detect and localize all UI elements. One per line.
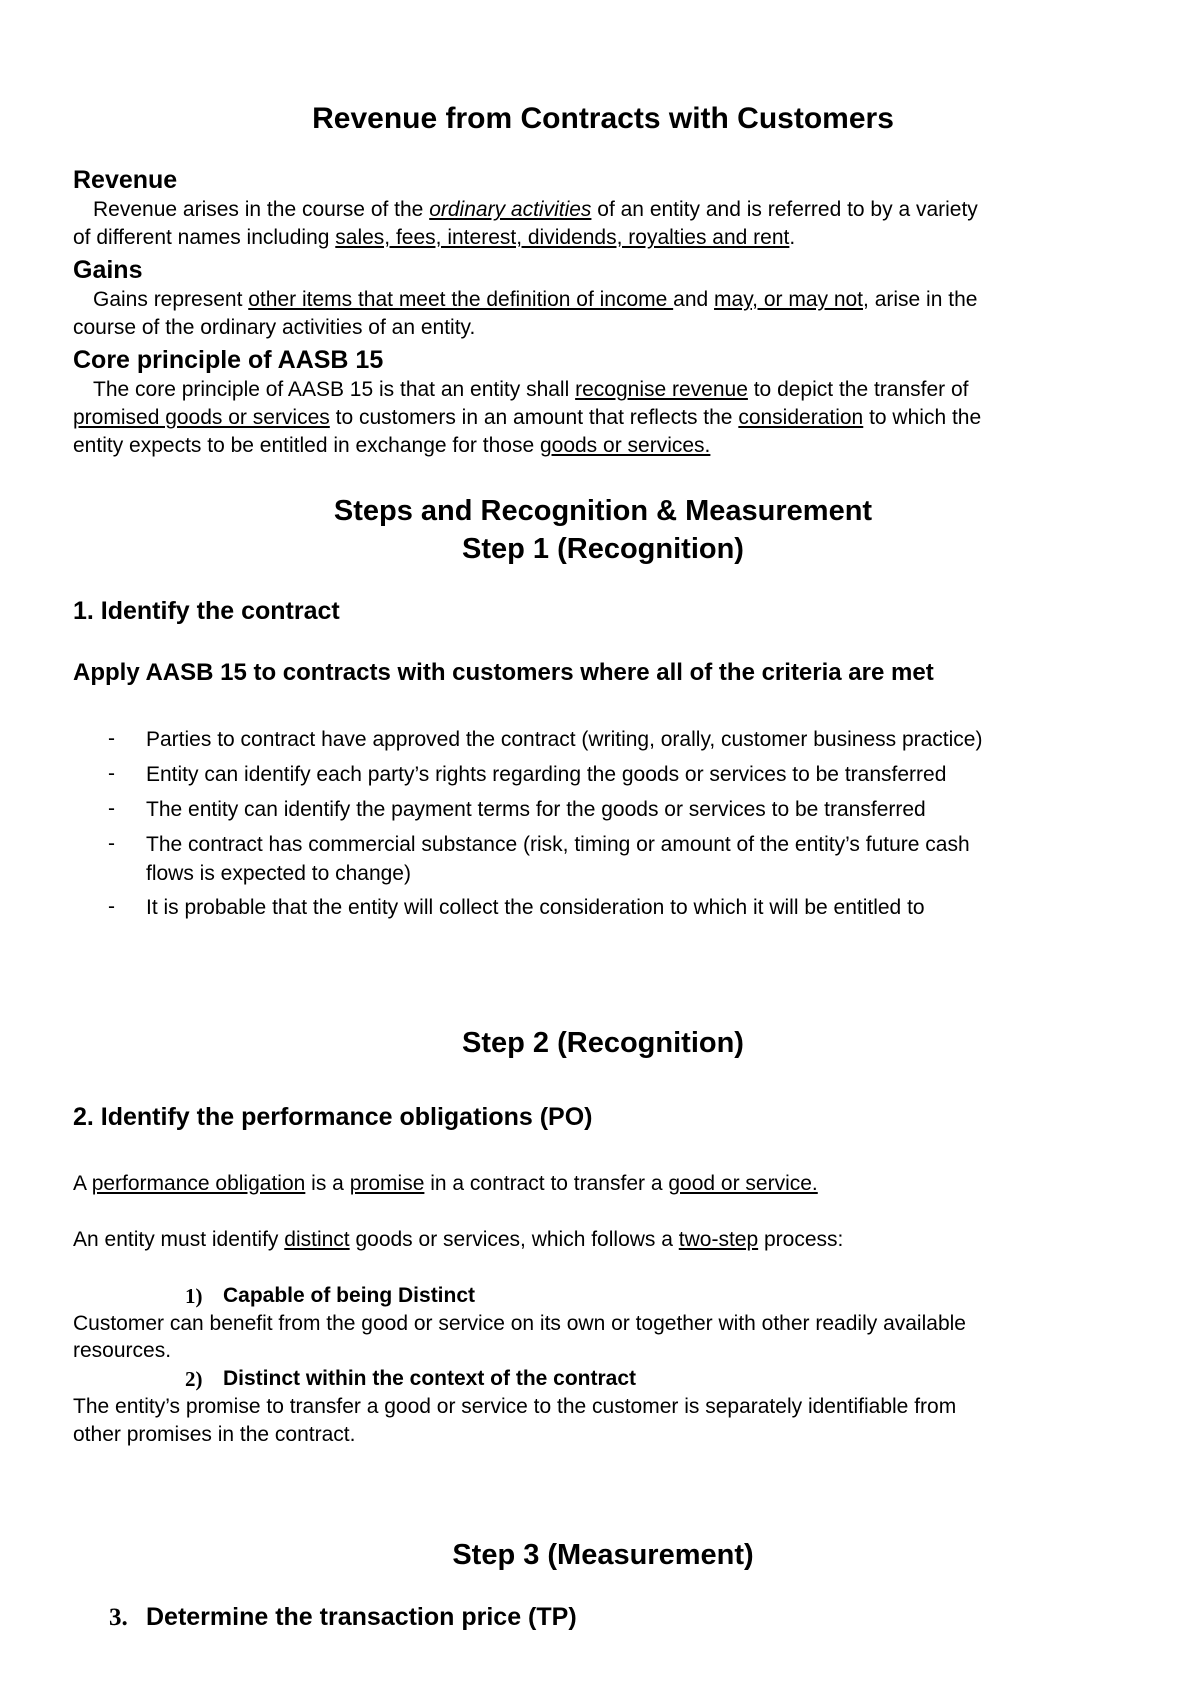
criteria-item-continuation: flows is expected to change)	[146, 862, 411, 885]
step2-heading: Step 2 (Recognition)	[462, 1027, 744, 1059]
document-title: Revenue from Contracts with Customers	[312, 102, 894, 135]
revenue-heading: Revenue	[73, 166, 178, 194]
bullet-dash: -	[108, 762, 115, 785]
step3-number: 3.	[109, 1604, 128, 1631]
criteria-item: Parties to contract have approved the contract (writing, orally, customer business practice)	[146, 728, 983, 751]
bullet-dash: -	[108, 895, 115, 918]
bullet-dash: -	[108, 832, 115, 855]
step1-heading: Step 1 (Recognition)	[462, 533, 744, 565]
core-principle-heading: Core principle of AASB 15	[73, 346, 384, 374]
performance-obligation-definition: A performance obligation is a promise in a contract to transfer a good or service.	[73, 1172, 818, 1195]
criterion-2-text-line-1: The entity’s promise to transfer a good or service to the customer is separately identifiable from	[73, 1395, 957, 1418]
criterion-1-title: Capable of being Distinct	[223, 1284, 476, 1307]
gains-heading: Gains	[73, 256, 143, 284]
distinct-process-intro: An entity must identify distinct goods or services, which follows a two-step process:	[73, 1228, 844, 1251]
criteria-item: The entity can identify the payment terms for the goods or services to be transferred	[146, 798, 926, 821]
step1-subheading: 1. Identify the contract	[73, 597, 340, 625]
criterion-1-text-line-1: Customer can benefit from the good or service on its own or together with other readily available	[73, 1312, 966, 1335]
criterion-2-text-line-2: other promises in the contract.	[73, 1423, 356, 1446]
steps-heading: Steps and Recognition & Measurement	[333, 495, 873, 527]
revenue-paragraph-line-1: Revenue arises in the course of the ordinary activities of an entity and is referred to by a variety	[93, 198, 978, 221]
gains-paragraph-line-1: Gains represent other items that meet the definition of income and may, or may not, arise in the	[93, 288, 978, 311]
criterion-2-title: Distinct within the context of the contract	[223, 1367, 637, 1390]
criteria-item: Entity can identify each party’s rights regarding the goods or services to be transferred	[146, 763, 947, 786]
criterion-1-text-line-2: resources.	[73, 1339, 172, 1362]
bullet-dash: -	[108, 727, 115, 750]
core-principle-line-3: entity expects to be entitled in exchange for those goods or services.	[73, 434, 711, 457]
criterion-2-number: 2)	[185, 1367, 203, 1391]
criteria-item: The contract has commercial substance (risk, timing or amount of the entity’s future cash	[146, 833, 970, 856]
core-principle-line-1: The core principle of AASB 15 is that an entity shall recognise revenue to depict the transfer of	[93, 378, 969, 401]
criteria-item: It is probable that the entity will collect the consideration to which it will be entitled to	[146, 896, 925, 919]
step3-subheading: Determine the transaction price (TP)	[146, 1603, 577, 1631]
step2-subheading: 2. Identify the performance obligations (PO)	[73, 1103, 593, 1131]
revenue-paragraph-line-2: of different names including sales, fees, interest, dividends, royalties and rent.	[73, 226, 796, 249]
gains-paragraph-line-2: course of the ordinary activities of an entity.	[73, 316, 476, 339]
step3-heading: Step 3 (Measurement)	[452, 1539, 754, 1571]
criterion-1-number: 1)	[185, 1284, 203, 1308]
bullet-dash: -	[108, 797, 115, 820]
core-principle-line-2: promised goods or services to customers in an amount that reflects the consideration to which the	[73, 406, 982, 429]
step1-intro: Apply AASB 15 to contracts with customers where all of the criteria are met	[73, 659, 934, 686]
